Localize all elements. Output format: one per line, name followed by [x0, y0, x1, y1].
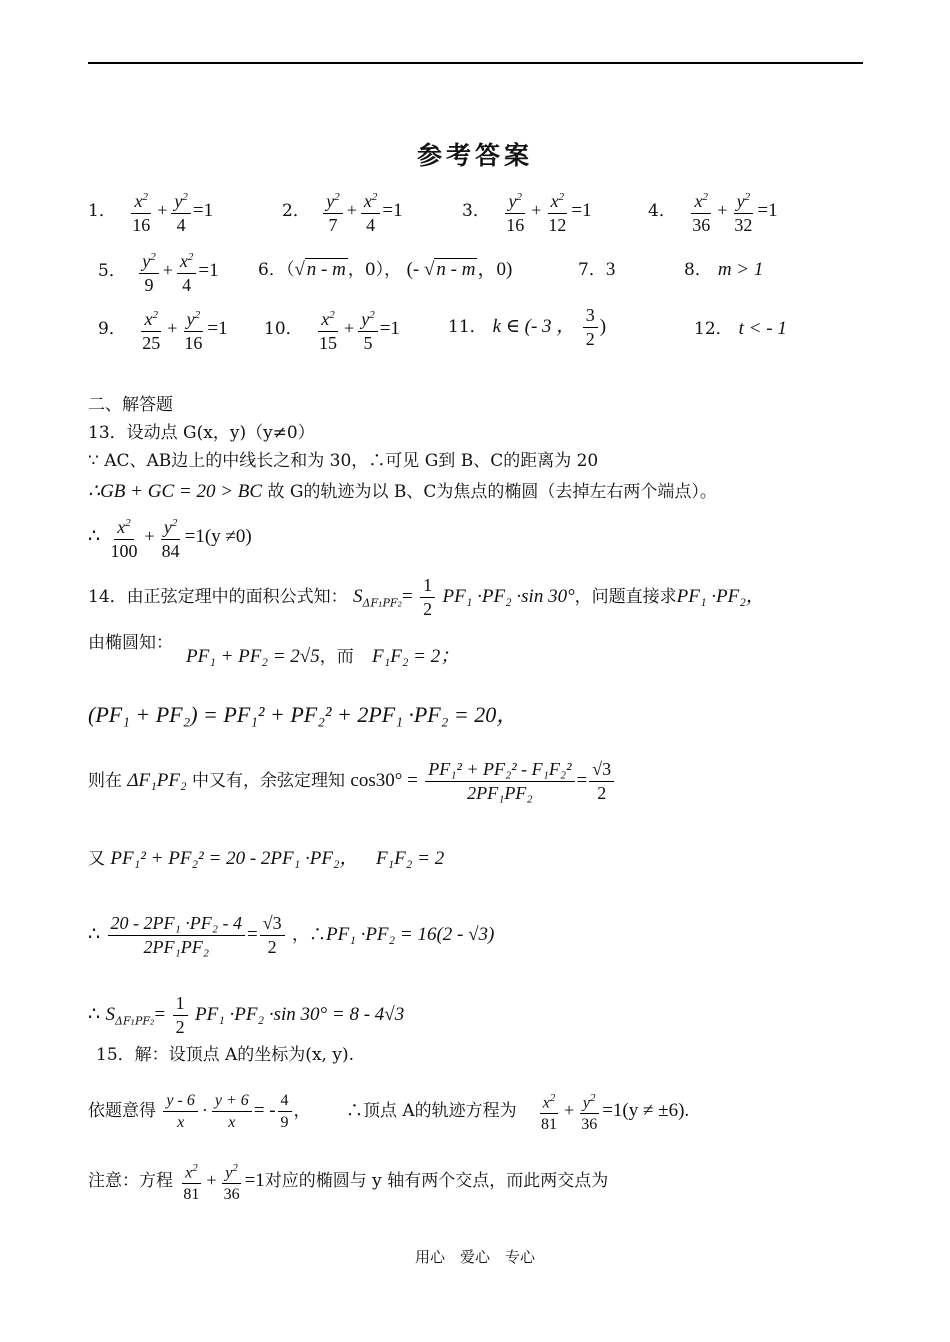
q14-line-3: (PF₁ + PF₂) = PF₁² + PF₂² + 2PF₁ ·PF₂ = 20，: [88, 702, 519, 727]
answer-8: 8． m > 1: [684, 259, 764, 280]
answer-5: 5． $\frac{y^2}{9}$ + $\frac{x^2}{4}$ =1: [98, 248, 219, 295]
answer-12: 12． t < - 1: [694, 318, 787, 339]
q15-line-3: 注意：方程 $\frac{x^2}{81}$ + $\frac{y^2}{36}$ =1对应的椭圆与 y 轴有两个交点，而此两交点为: [88, 1162, 609, 1204]
answer-4: 4． $\frac{x^2}{36}$ + $\frac{y^2}{32}$ =1: [648, 188, 778, 235]
q14-line-2-b: F₁F₂ = 2；: [372, 646, 460, 667]
page-footer: 用心 爱心 专心: [414, 1248, 535, 1266]
answer-11: 11． k ∈ (- 3 ， $\frac{3}{2}$ ): [448, 305, 607, 349]
answer-2: 2． $\frac{y^2}{7}$ + $\frac{x^2}{4}$ =1: [282, 188, 403, 235]
q15-line-2: 依题意得 $\frac{y - 6}{x}$ · $\frac{y + 6}{x}$ = - $\frac{4}{9}$ ， ∴顶点 A的轨迹方程为 $\frac{x^2}{81}$ + $\frac{y^2}{36}$ =1(y ≠ ±6).: [88, 1092, 690, 1134]
q14-line-2-math: PF₁ + PF₂ = 2√5，而: [186, 646, 354, 667]
q13-line-1: 13．设动点 G(x，y)（y≠0）: [88, 423, 315, 443]
q13-line-2: ∵ AC、AB边上的中线长之和为 30，∴可见 G到 B、C的距离为 20: [88, 451, 599, 471]
answer-10: 10． $\frac{x^2}{15}$ + $\frac{y^2}{5}$ =1: [264, 306, 400, 353]
answer-3: 3． $\frac{y^2}{16}$ + $\frac{x^2}{12}$ =1: [462, 188, 592, 235]
answer-7: 7．3: [578, 259, 616, 280]
section-heading: 二、解答题: [88, 395, 173, 415]
q14-line-4: 则在 ΔF₁PF₂ 中又有，余弦定理知 cos30° = $\frac{\text{PF₁² + PF₂² - F₁F₂²}}{\text{2PF₁PF₂}}$ = $\frac{√3}{2}$: [88, 760, 616, 803]
answer-1: 1． $\frac{x^2}{16}$ + $\frac{y^2}{4}$ =1: [88, 188, 213, 235]
q14-line-2: 由椭圆知：: [88, 633, 173, 653]
q13-line-4: ∴ $\frac{x^2}{100}$ + $\frac{y^2}{84}$ =1(y ≠0): [88, 514, 252, 561]
q14-line-7: ∴ $S_{\Delta F_1PF_2}=$ $\frac{1}{2}$ PF₁ ·PF₂ ·sin 30° = 8 - 4√3: [88, 993, 405, 1037]
answer-6: 6．（√ n - m ，0）， (- √ n - m ，0): [258, 259, 513, 280]
answer-9: 9． $\frac{x^2}{25}$ + $\frac{y^2}{16}$ =1: [98, 306, 228, 353]
q14-line-5: 又 PF₁² + PF₂² = 20 - 2PF₁ ·PF₂， F₁F₂ = 2: [88, 848, 445, 869]
q15-line-1: 15．解：设顶点 A的坐标为(x, y).: [96, 1045, 354, 1065]
q14-line-1: 14．由正弦定理中的面积公式知： $S_{\Delta F_1PF_2}=$ $\frac{1}{2}$ PF₁ ·PF₂ ·sin 30°，问题直接求PF₁ ·PF₂，: [88, 575, 765, 619]
header-rule: [88, 62, 863, 64]
q14-line-6: ∴ $\frac{\text{20 - 2PF₁ ·PF₂ - 4}}{\text{2PF₁PF₂}}$ = $\frac{√3}{2}$ ，∴PF₁ ·PF₂ = 16(2 - √3): [88, 913, 495, 957]
q13-line-3: ∴GB + GC = 20 > BC 故 G的轨迹为以 B、C为焦点的椭圆（去掉左右两个端点）。: [88, 481, 717, 502]
page-title: 参考答案: [416, 141, 533, 170]
